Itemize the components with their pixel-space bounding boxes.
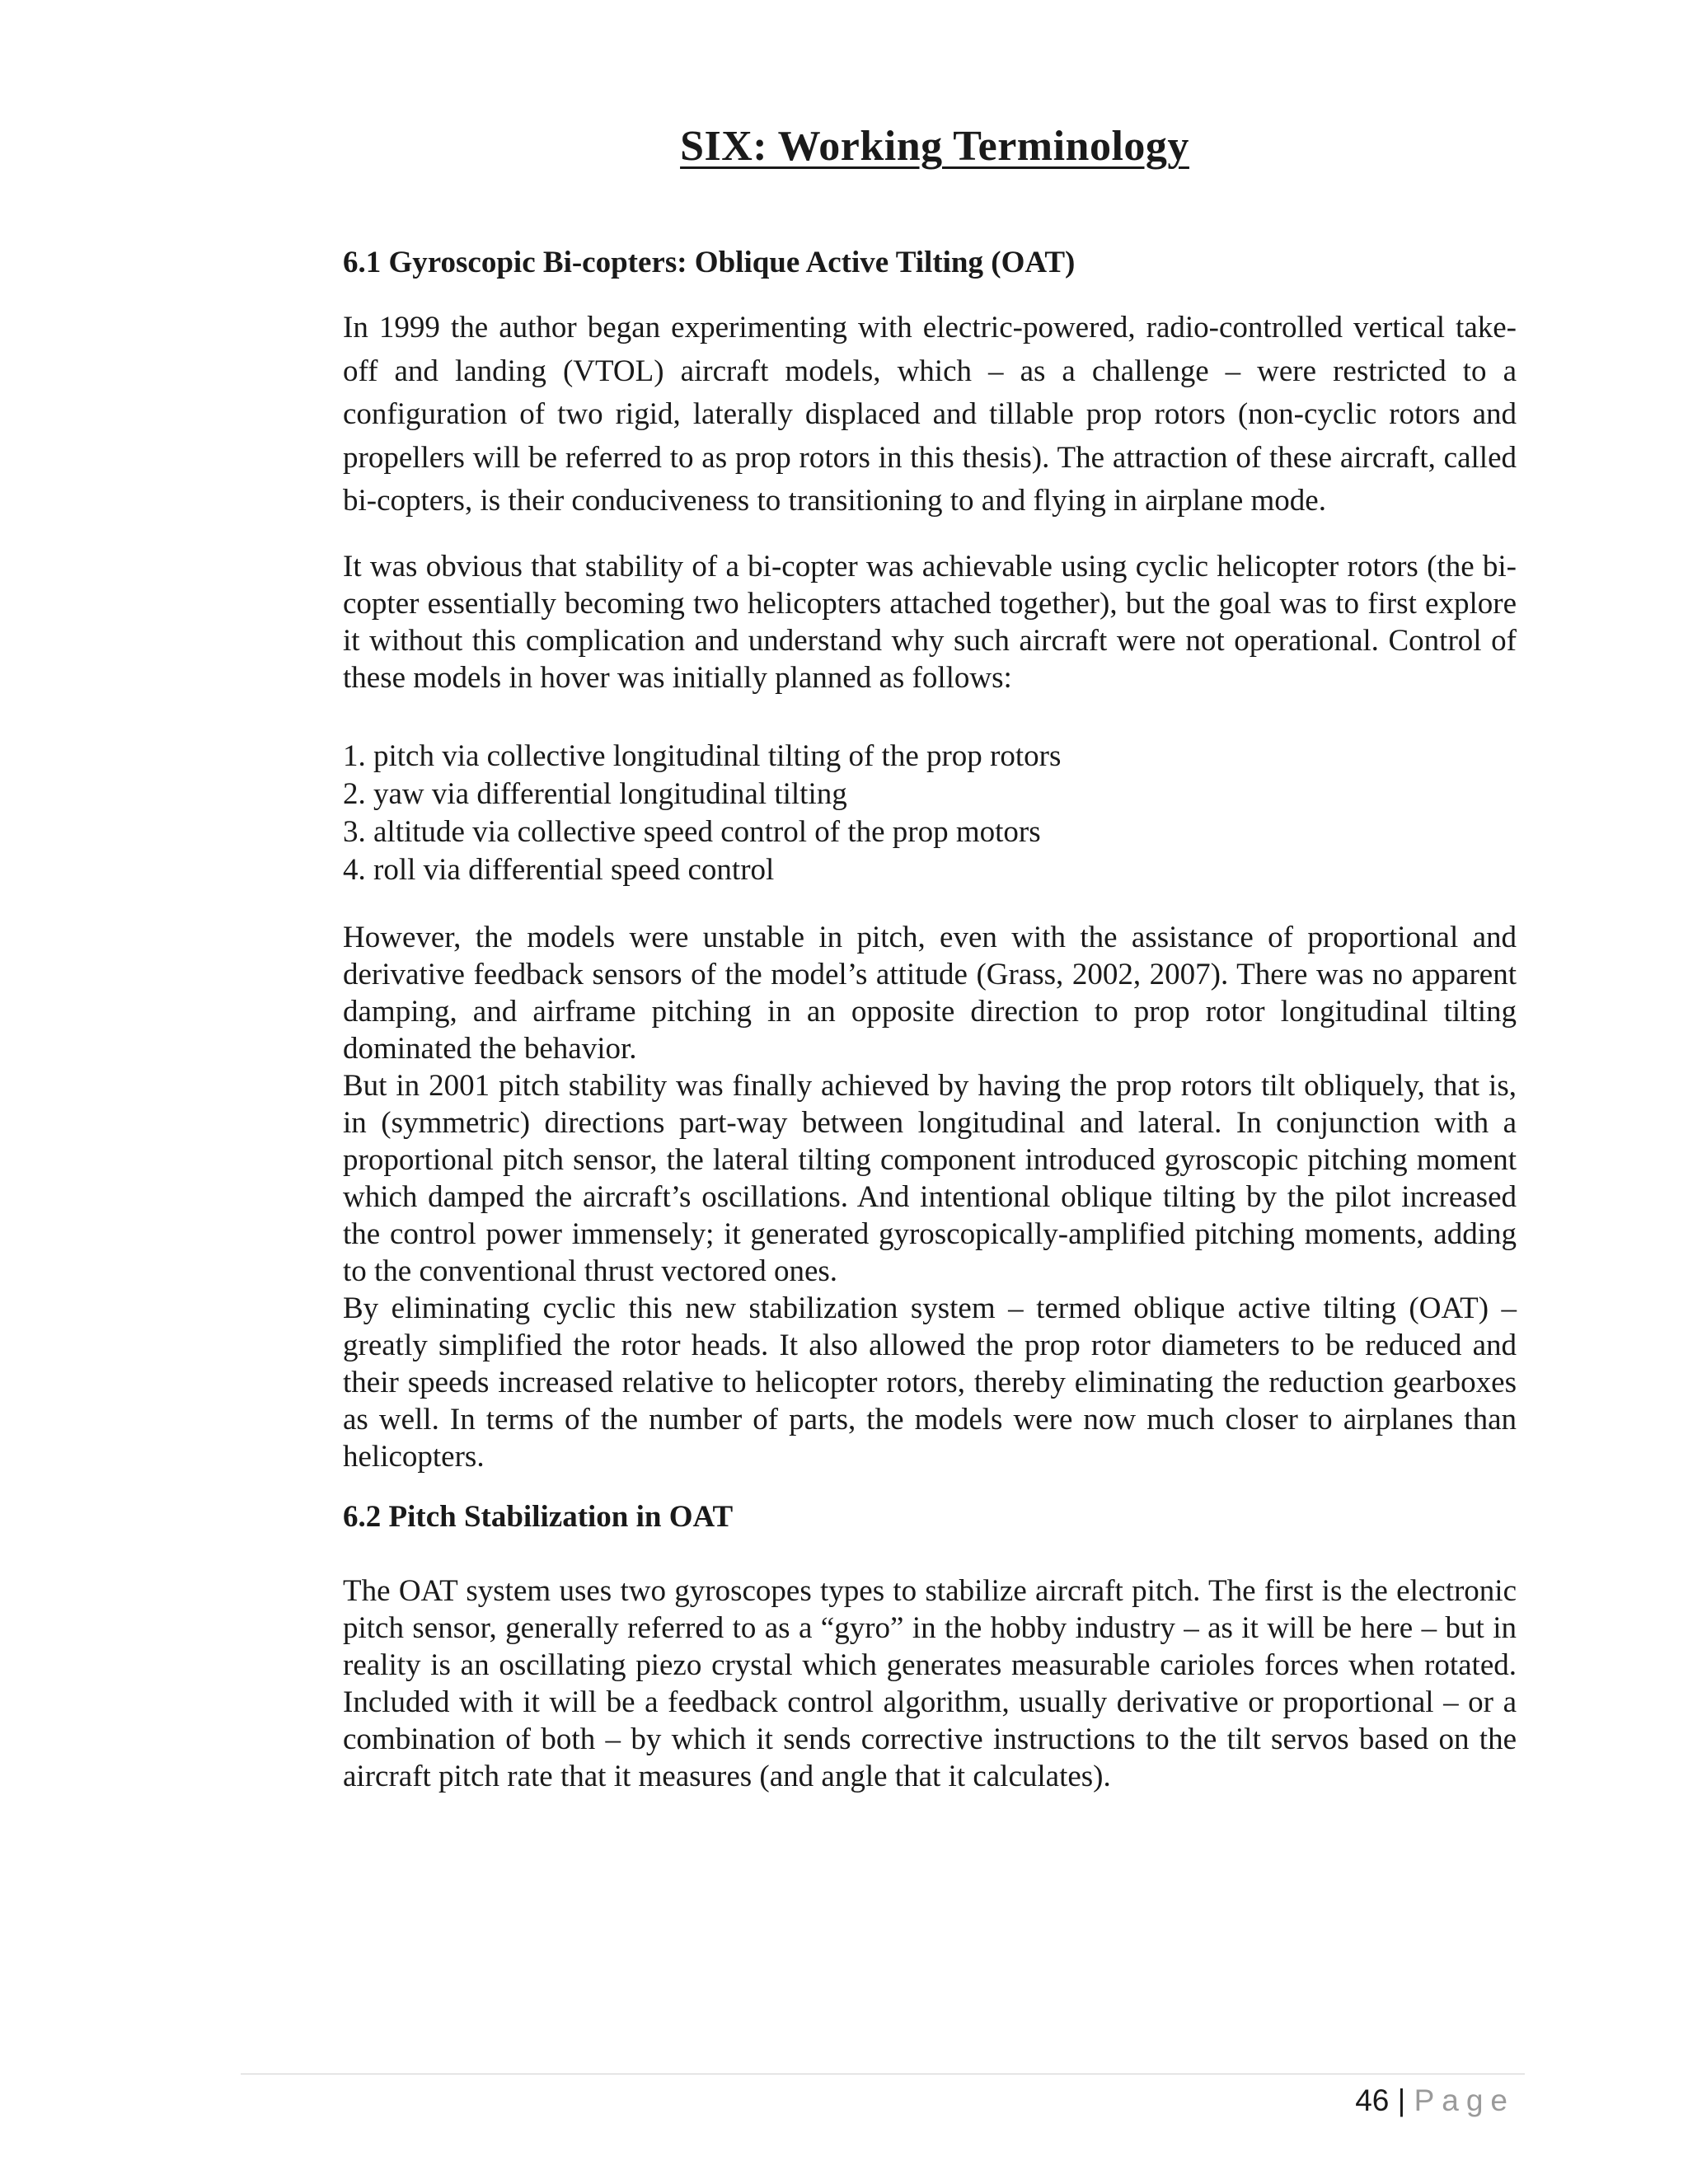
section-heading-6-2: 6.2 Pitch Stabilization in OAT [343, 1499, 734, 1534]
list-item: 1. pitch via collective longitudinal tilting of the prop rotors [343, 738, 1062, 773]
list-item: 3. altitude via collective speed control of the prop motors [343, 814, 1041, 849]
page-label: Page [1414, 2083, 1515, 2117]
paragraph: It was obvious that stability of a bi-copter was achievable using cyclic helicopter rotors (the bi-copter essentially becoming two helicopters attached together), but the goal was to first explore it without this complication and understand why such aircraft were not operational. Control of these models in hover was initially planned as follows: [343, 549, 1517, 695]
footer-separator: | [1397, 2083, 1406, 2117]
section-heading-6-1: 6.1 Gyroscopic Bi-copters: Oblique Active Tilting (OAT) [343, 246, 1076, 279]
chapter-title: SIX: Working Terminology [680, 123, 1189, 170]
paragraph: By eliminating cyclic this new stabilization system – termed oblique active tilting (OAT) – greatly simplified the rotor heads. It also allowed the prop rotor diameters to be reduced and their speeds increased relative to helicopter rotors, thereby eliminating the reduction gearboxes as well. In terms of the number of parts, the models were now much closer to airplanes than helicopters. [343, 1291, 1517, 1474]
list-item: 4. roll via differential speed control [343, 852, 775, 887]
page-footer [1355, 2082, 1515, 2120]
paragraph: In 1999 the author began experimenting with electric-powered, radio-controlled vertical take-off and landing (VTOL) aircraft models, which – as a challenge – were restricted to a configuration of two rigid, laterally displaced and tillable prop rotors (non-cyclic rotors and propellers will be referred to as prop rotors in this thesis). The attraction of these aircraft, called bi-copters, is their conduciveness to transitioning to and flying in airplane mode. [343, 311, 1517, 518]
list-item: 2. yaw via differential longitudinal tilting [343, 776, 847, 811]
page-body [343, 244, 1517, 1795]
paragraph: But in 2001 pitch stability was finally achieved by having the prop rotors tilt obliquely, that is, in (symmetric) directions part-way between longitudinal and lateral. In conjunction with a proportional pitch sensor, the lateral tilting component introduced gyroscopic pitching moment which damped the aircraft’s oscillations. And intentional oblique tilting by the pilot increased the control power immensely; it generated gyroscopically-amplified pitching moments, adding to the conventional thrust vectored ones. [343, 1068, 1517, 1288]
paragraph: The OAT system uses two gyroscopes types to stabilize aircraft pitch. The first is the electronic pitch sensor, generally referred to as a “gyro” in the hobby industry – as it will be here – but in reality is an oscillating piezo crystal which generates measurable carioles forces when rotated. Included with it will be a feedback control algorithm, usually derivative or proportional – or a combination of both – by which it sends corrective instructions to the tilt servos based on the aircraft pitch rate that it measures (and angle that it calculates). [343, 1573, 1517, 1793]
page-number: 46 [1355, 2083, 1390, 2117]
paragraph: However, the models were unstable in pitch, even with the assistance of proportional and derivative feedback sensors of the model’s attitude (Grass, 2002, 2007). There was no apparent damping, and airframe pitching in an opposite direction to prop rotor longitudinal tilting dominated the behavior. [343, 920, 1517, 1066]
